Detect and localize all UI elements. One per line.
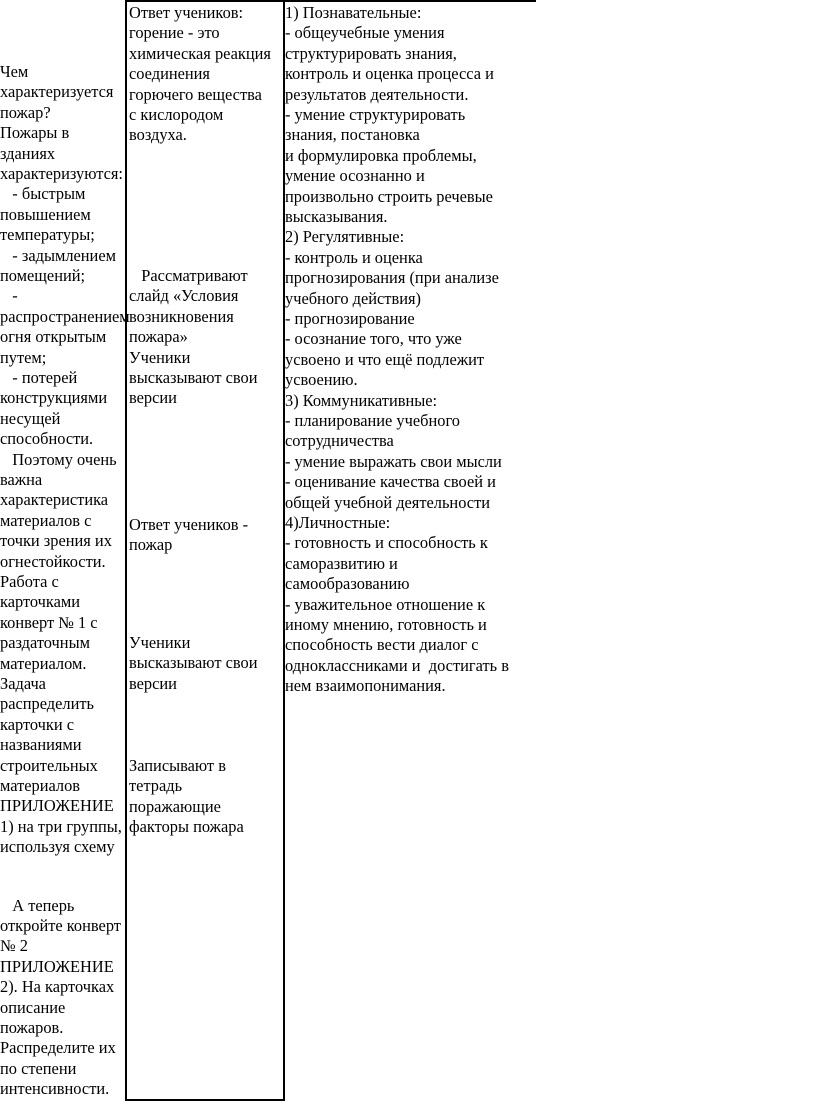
col3-line: прогнозирования (при анализе bbox=[285, 268, 499, 288]
col1-line: - bbox=[0, 286, 18, 306]
col3-line: контроль и оценка процесса и bbox=[285, 64, 494, 84]
col3-line: и формулировка проблемы, bbox=[285, 145, 477, 165]
col1-line: карточками bbox=[0, 592, 81, 612]
col3-line: усвоено и что ещё подлежит bbox=[285, 349, 485, 369]
col2-a-line: химическая реакция bbox=[129, 43, 271, 63]
column-divider-1 bbox=[125, 0, 127, 1100]
col1-line: откройте конверт bbox=[0, 916, 121, 935]
col2-a-line: горючего вещества bbox=[129, 84, 262, 104]
col1-line: температуры; bbox=[0, 225, 95, 245]
col2-e-line: факторы пожара bbox=[129, 817, 244, 837]
col2-a-line: Ответ учеников: bbox=[129, 3, 244, 22]
col1-line: Поэтому очень bbox=[0, 449, 117, 469]
col1-line: несущей bbox=[0, 408, 61, 428]
col3-line: - планирование учебного bbox=[285, 411, 460, 430]
col3-line: 3) Коммуникативные: bbox=[285, 390, 438, 410]
col1-line: карточки с bbox=[0, 714, 75, 734]
col3-line: 1) Познавательные: bbox=[285, 3, 422, 22]
col1-line: характеризуются: bbox=[0, 164, 123, 183]
col1-line: точки зрения их bbox=[0, 531, 112, 551]
col2-a-line: с кислородом bbox=[129, 105, 224, 124]
col1-line: характеризуется bbox=[0, 82, 114, 102]
col1-line: огнестойкости. bbox=[0, 551, 106, 571]
col3-line: сотрудничества bbox=[285, 431, 394, 451]
col3-line: умение осознанно и bbox=[285, 166, 425, 186]
col1-line: способности. bbox=[0, 429, 94, 449]
col1-line: материалов с bbox=[0, 510, 92, 530]
col3-line: высказывания. bbox=[285, 207, 388, 226]
col1-line: характеристика bbox=[0, 490, 109, 510]
col3-line: нем взаимопонимания. bbox=[285, 676, 446, 696]
col2-a-line: горение - это bbox=[129, 23, 220, 43]
col1-line: - потерей bbox=[0, 368, 78, 387]
col1-line: повышением bbox=[0, 204, 91, 224]
col2-a-line: воздуха. bbox=[129, 125, 187, 145]
col3-line: - контроль и оценка bbox=[285, 247, 423, 267]
col3-line: знания, постановка bbox=[285, 125, 420, 145]
col2-b-line: высказывают свои bbox=[129, 368, 258, 387]
col2-c-line: пожар bbox=[129, 535, 173, 555]
col1-line: Распределите их bbox=[0, 1038, 116, 1058]
col3-line: - осознание того, что уже bbox=[285, 329, 462, 349]
col1-line: описание bbox=[0, 997, 66, 1017]
col1-line: помещений; bbox=[0, 266, 86, 285]
col2-d-line: Ученики bbox=[129, 633, 191, 652]
col1-line: материалом. bbox=[0, 653, 87, 673]
col1-line: Работа с bbox=[0, 572, 59, 591]
col2-b-line: слайд «Условия bbox=[129, 286, 239, 306]
col2-e-line: тетрадь bbox=[129, 776, 183, 796]
col2-d-line: версии bbox=[129, 673, 177, 693]
col2-e-line: Записывают в bbox=[129, 756, 226, 775]
col1-line: по степени bbox=[0, 1058, 77, 1078]
col1-line: Задача bbox=[0, 674, 46, 693]
col2-b-line: пожара» bbox=[129, 327, 188, 347]
col1-line: конструкциями bbox=[0, 388, 108, 408]
col1-line: материалов bbox=[0, 776, 81, 795]
col1-line: важна bbox=[0, 470, 43, 489]
col3-line: - умение структурировать bbox=[285, 105, 466, 124]
col1-line: А теперь bbox=[0, 895, 75, 915]
col1-line: Чем bbox=[0, 62, 29, 81]
col3-line: - умение выражать свои мысли bbox=[285, 451, 502, 471]
col1-line: 1) на три группы, bbox=[0, 816, 122, 836]
col3-line: результатов деятельности. bbox=[285, 84, 469, 104]
col1-line: - быстрым bbox=[0, 184, 86, 204]
col2-b-line: версии bbox=[129, 388, 177, 408]
col3-line: одноклассниками и достигать в bbox=[285, 655, 509, 675]
col1-line: зданиях bbox=[0, 143, 56, 163]
col3-line: 2) Регулятивные: bbox=[285, 227, 405, 247]
col1-line: путем; bbox=[0, 347, 47, 367]
col1-line: распространением bbox=[0, 306, 130, 326]
col1-line: конверт № 1 с bbox=[0, 612, 98, 632]
col1-line: раздаточным bbox=[0, 633, 90, 653]
col2-b-line: Рассматривают bbox=[129, 266, 248, 285]
col3-line: структурировать знания, bbox=[285, 43, 457, 63]
col3-line: общей учебной деятельности bbox=[285, 492, 491, 512]
col3-line: - уважительное отношение к bbox=[285, 594, 486, 614]
col3-line: самообразованию bbox=[285, 574, 410, 594]
col3-line: произвольно строить речевые bbox=[285, 186, 493, 206]
col1-line: строительных bbox=[0, 755, 98, 775]
col1-line: пожар? bbox=[0, 102, 51, 122]
col1-line: используя схему bbox=[0, 837, 115, 857]
col1-line: - задымлением bbox=[0, 245, 116, 265]
table-bottom-border bbox=[125, 1099, 285, 1101]
col1-line: ПРИЛОЖЕНИЕ bbox=[0, 956, 114, 976]
table-top-border bbox=[125, 0, 536, 2]
col1-line: огня открытым bbox=[0, 327, 107, 347]
col2-c-line: Ответ учеников - bbox=[129, 515, 249, 534]
col1-line: Пожары в bbox=[0, 123, 70, 143]
col1-line: ПРИЛОЖЕНИЕ bbox=[0, 796, 114, 816]
col2-e-line: поражающие bbox=[129, 796, 221, 816]
col3-line: иному мнению, готовность и bbox=[285, 615, 487, 634]
col1-line: названиями bbox=[0, 735, 82, 755]
col2-b-line: возникновения bbox=[129, 306, 234, 326]
col1-line: распределить bbox=[0, 694, 94, 714]
col3-line: способность вести диалог с bbox=[285, 635, 479, 655]
col3-line: - оценивание качества своей и bbox=[285, 472, 496, 492]
col3-line: усвоению. bbox=[285, 370, 358, 390]
col2-d-line: высказывают свои bbox=[129, 653, 258, 673]
col3-line: - готовность и способность к bbox=[285, 533, 488, 553]
col1-line: № 2 bbox=[0, 936, 28, 956]
col1-line: пожаров. bbox=[0, 1018, 64, 1037]
col3-line: саморазвитию и bbox=[285, 553, 398, 573]
col3-line: учебного действия) bbox=[285, 288, 421, 308]
col1-line: интенсивности. bbox=[0, 1079, 110, 1099]
col2-a-line: соединения bbox=[129, 64, 210, 84]
col3-line: 4)Личностные: bbox=[285, 513, 391, 532]
col1-line: 2). На карточках bbox=[0, 977, 115, 997]
col3-line: - прогнозирование bbox=[285, 309, 415, 328]
col3-line: - общеучебные умения bbox=[285, 23, 445, 43]
col2-b-line: Ученики bbox=[129, 347, 191, 367]
